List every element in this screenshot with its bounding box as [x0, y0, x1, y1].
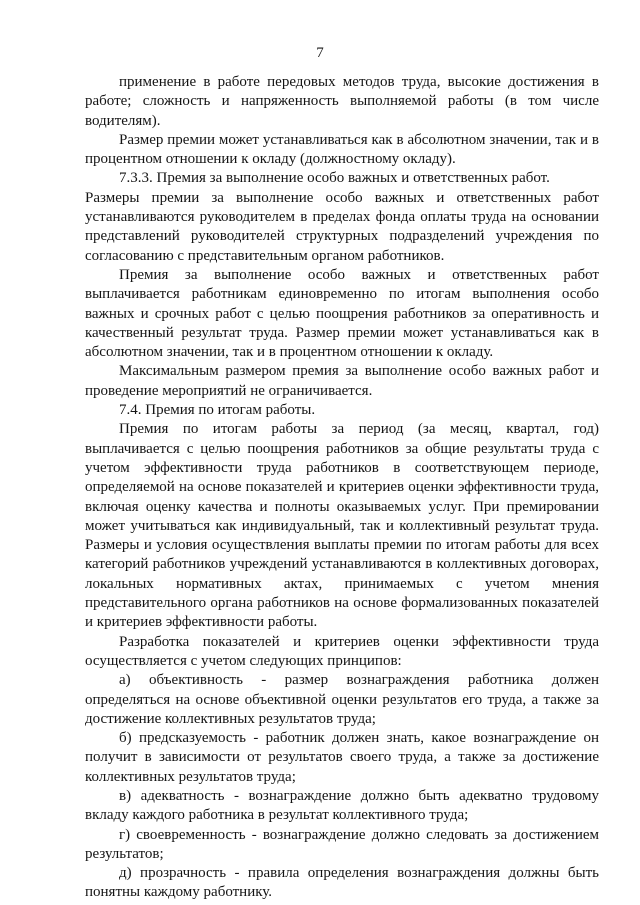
document-body	[85, 73, 599, 903]
paragraph: Размеры премии за выполнение особо важных и ответственных работ устанавливаются руководителем в пределах фонда оплаты труда на основании представлений руководителей структурных подразделений учреждения по согласованию с представительным органом работников.	[85, 189, 599, 264]
section-heading: 7.4. Премия по итогам работы.	[119, 402, 316, 419]
list-item: д) прозрачность - правила определения вознаграждения должны быть понятны каждому работнику.	[85, 865, 599, 901]
paragraph: Премия за выполнение особо важных и ответственных работ выплачивается работникам единовременно по итогам выполнения особо важных и срочных работ с целью поощрения работников за оперативность и качественный результат труда. Размер премии может устанавливаться как в абсолютном значении, так и в процентном отношении к окладу.	[85, 266, 599, 361]
paragraph: применение в работе передовых методов труда, высокие достижения в работе; сложность и напряженность выполняемой работы (в том числе водителям).	[85, 74, 599, 129]
paragraph: Максимальным размером премия за выполнение особо важных работ и проведение мероприятий не ограничивается.	[85, 363, 599, 399]
paragraph: Разработка показателей и критериев оценки эффективности труда осуществляется с учетом следующих принципов:	[85, 633, 599, 669]
section-heading: 7.3.3. Премия за выполнение особо важных и ответственных работ.	[119, 170, 550, 187]
list-item: б) предсказуемость - работник должен знать, какое вознаграждение он получит в зависимости от результатов своего труда, а также за достижение коллективных результатов труда;	[85, 730, 599, 785]
list-item: г) своевременность - вознаграждение должно следовать за достижением результатов;	[85, 826, 599, 862]
list-item: в) адекватность - вознаграждение должно быть адекватно трудовому вкладу каждого работника в результат коллективного труда;	[85, 787, 599, 824]
list-item: а) объективность - размер вознаграждения работника должен определяться на основе объективной оценки результатов его труда, а также за достижение коллективных результатов труда;	[85, 672, 599, 727]
page-number: 7	[316, 45, 324, 61]
paragraph: Премия по итогам работы за период (за месяц, квартал, год) выплачивается с целью поощрения работников за общие результаты труда с учетом эффективности труда работников в соответствующем периоде, определяемой на основе показателей и критериев оценки эффективности труда, включая оценку качества и полноты оказываемых услуг. При премировании может учитываться как индивидуальный, так и коллективный результат труда. Размеры и условия осуществления выплаты премии по итогам работы для всех категорий работников учреждений устанавливаются в коллективных договорах, локальных нормативных актах, принимаемых с учетом мнения представительного органа работников на основе формализованных показателей и критериев эффективности работы.	[85, 421, 599, 631]
paragraph: Размер премии может устанавливаться как в абсолютном значении, так и в процентном отношении к окладу (должностному окладу).	[85, 131, 599, 168]
